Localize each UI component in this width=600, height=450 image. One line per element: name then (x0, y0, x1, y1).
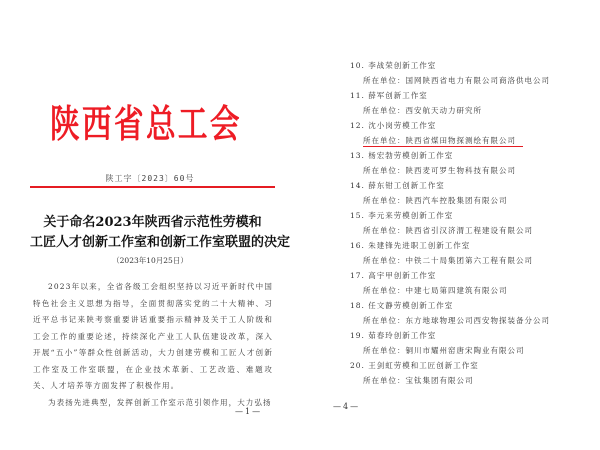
document-date: （2023年10月25日） (112, 256, 188, 265)
list-item (350, 238, 600, 268)
studio-name: 14. 薛东钳工创新工作室 (350, 181, 445, 190)
list-item (350, 268, 600, 298)
list-item (350, 208, 600, 238)
list-item (350, 88, 600, 118)
page-number: —1— (235, 407, 263, 416)
studio-unit: 所在单位：中铁二十局集团第六工程有限公司 (363, 256, 533, 265)
body-paragraph-1: 2023年以来，全省各级工会组织坚持以习近平新时代中国特色社会主义思想为指导，全面贯彻落实党的二十大精神、习近平总书记来陕考察重要讲话重要指示精神及关于工人阶级和工会工作的重要论述，持续深化产业工人队伍建设改革，深入开展“五小”等群众性创新活动，大力创建劳模和工匠人才创新工作室及工作室联盟，在企业技术革新、工艺改造、难题攻关、人才培养等方面发挥了积极作用。 (33, 282, 273, 390)
document-number: 陕工字〔2023〕60号 (105, 174, 195, 183)
studio-unit: 所在单位：陕西汽车控股集团有限公司 (363, 196, 508, 205)
studio-name: 11. 薛军创新工作室 (350, 91, 428, 100)
body-paragraph-2: 为表扬先进典型，发挥创新工作室示范引领作用，大力弘扬 (48, 397, 272, 407)
studio-name: 17. 高宇甲创新工作室 (350, 271, 437, 280)
list-item-highlighted (350, 118, 600, 148)
studio-unit: 所在单位：国网陕西省电力有限公司商洛供电公司 (363, 76, 550, 85)
studio-name: 18. 任文静劳模创新工作室 (350, 301, 454, 310)
studio-unit: 所在单位：宝钛集团有限公司 (363, 376, 474, 385)
studio-name: 19. 茹春玲创新工作室 (350, 331, 437, 340)
document-page-4 (300, 0, 600, 450)
body-text (33, 279, 273, 411)
studio-unit-underlined: 所在单位：陕西省煤田物探测绘有限公司 (350, 133, 600, 148)
studio-name: 12. 沈小岗劳模工作室 (350, 121, 437, 130)
studio-name: 13. 杨宏勃劳模创新工作室 (350, 151, 454, 160)
studio-name: 15. 李元来劳模创新工作室 (350, 211, 454, 220)
issuing-organization-title: 陕西省总工会 (50, 102, 242, 146)
list-item (350, 178, 600, 208)
studio-unit: 所在单位：中建七局第四建筑有限公司 (363, 286, 508, 295)
studio-unit: 所在单位：东方地球物理公司西安物探装备分公司 (363, 316, 550, 325)
studio-unit: 所在单位：西安航天动力研究所 (363, 106, 482, 115)
list-item (350, 328, 600, 358)
studio-unit: 所在单位：铜川市耀州窑唐宋陶业有限公司 (363, 346, 525, 355)
studio-name: 10. 李战荣创新工作室 (350, 61, 437, 70)
list-item (350, 298, 600, 328)
heading-line-1: 关于命名2023年陕西省示范性劳模和 (43, 215, 262, 230)
document-heading (30, 213, 291, 253)
studio-name: 20. 王剑虹劳模和工匠创新工作室 (350, 361, 479, 370)
red-divider-line (30, 186, 275, 188)
studio-unit: 所在单位：陕西省引汉济渭工程建设有限公司 (363, 226, 533, 235)
list-item (350, 358, 600, 388)
studio-unit: 所在单位：陕西麦可罗生物科技有限公司 (363, 166, 516, 175)
studio-list (350, 58, 600, 388)
heading-line-2: 工匠人才创新工作室和创新工作室联盟的决定 (30, 235, 291, 250)
page-number: —4— (333, 402, 361, 411)
studio-name: 16. 朱建锋先进职工创新工作室 (350, 241, 471, 250)
list-item (350, 58, 600, 88)
list-item (350, 148, 600, 178)
